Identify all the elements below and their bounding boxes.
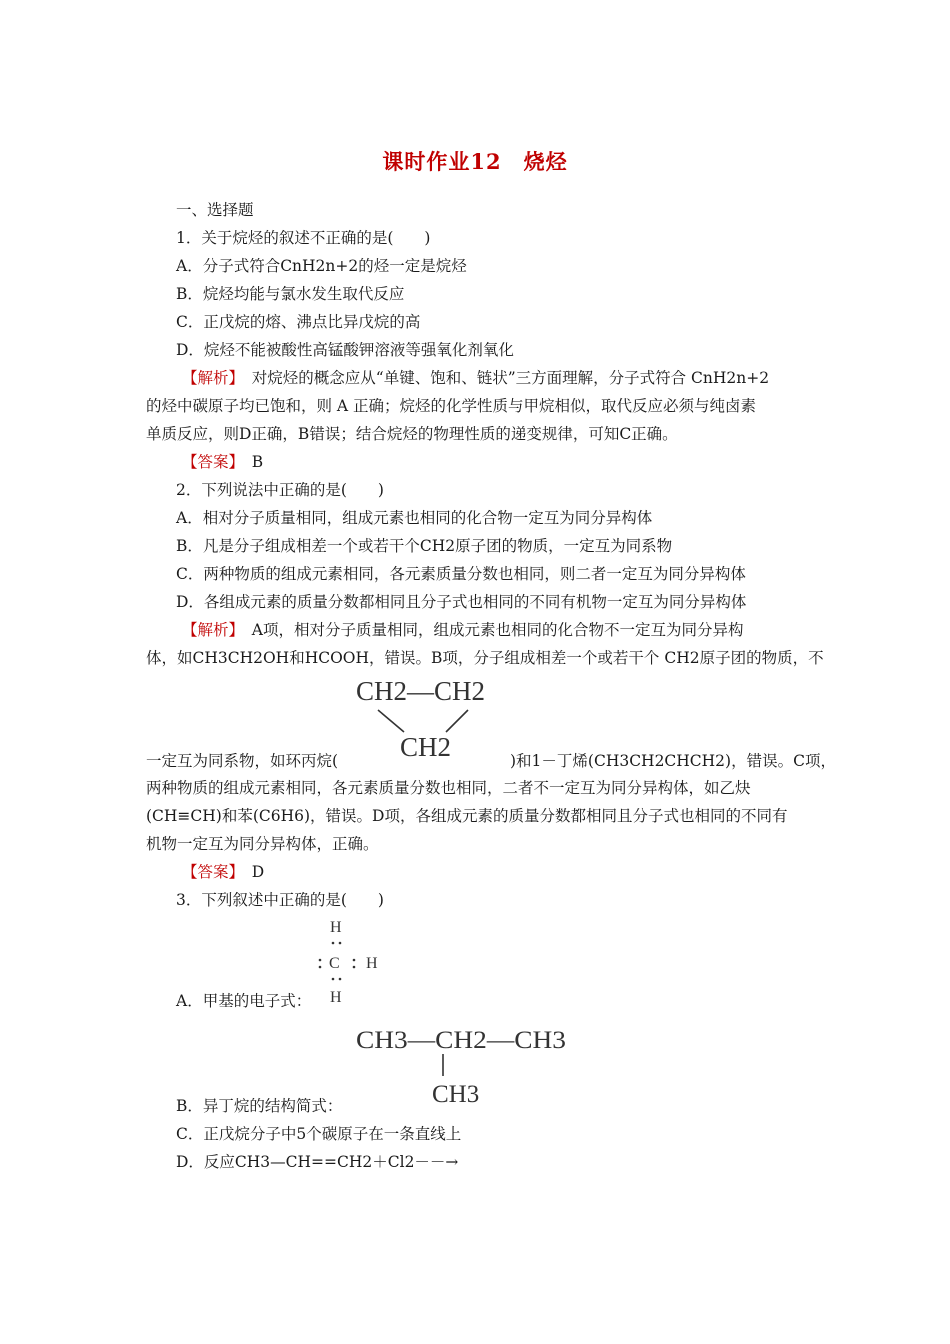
q2-answer-text: D [236, 863, 265, 881]
q2-analysis-tag: 【解析】 [182, 621, 237, 639]
methyl-h-top: H [330, 919, 342, 936]
page-title: 课时作业12 烧烃 [382, 149, 568, 174]
q1-option-b: B．烷烃均能与氯水发生取代反应 [176, 285, 405, 303]
q1-option-c: C．正戊烷的熔、沸点比异戊烷的高 [176, 313, 421, 331]
q2-option-d: D．各组成元素的质量分数都相同且分子式也相同的不同有机物一定互为同分异构体 [176, 593, 747, 611]
section-heading: 一、选择题 [176, 201, 254, 219]
methyl-h-bottom: H [330, 989, 342, 1006]
q2-analysis-text: A项，相对分子质量相同，组成元素也相同的化合物不一定互为同分异构 [236, 621, 744, 639]
q3-option-b: B．异丁烷的结构简式： [176, 1097, 343, 1115]
q3-option-a: A．甲基的电子式： [176, 992, 312, 1010]
q1-analysis-line-3: 单质反应，则D正确，B错误；结合烷烃的物理性质的递变规律，可知C正确。 [146, 425, 678, 443]
q2-analysis-line-3b: )和1－丁烯(CH3CH2CHCH2)，错误。C项， [510, 752, 836, 770]
q2-analysis-line-4: 两种物质的组成元素相同，各元素质量分数也相同，二者不一定互为同分异构体，如乙炔 [146, 779, 751, 797]
q1-analysis-text: 对烷烃的概念应从“单键、饱和、链状”三方面理解，分子式符合 CnH2n+2 [236, 369, 770, 387]
q2-option-a: A．相对分子质量相同，组成元素也相同的化合物一定互为同分异构体 [176, 509, 653, 527]
q1-analysis-line-2: 的烃中碳原子均已饱和，则 A 正确；烷烃的化学性质与甲烷相似，取代反应必须与纯卤素 [146, 397, 757, 415]
q2-analysis-line-5: (CH≡CH)和苯(C6H6)，错误。D项，各组成元素的质量分数都相同且分子式也相同的不同有 [146, 807, 788, 825]
q2-option-c: C．两种物质的组成元素相同，各元素质量分数也相同，则二者一定互为同分异构体 [176, 565, 746, 583]
ring-bottom-text: CH2 [400, 732, 452, 762]
isobutane-branch: CH3 [432, 1081, 480, 1108]
q2-option-b: B．凡是分子组成相差一个或若干个CH2原子团的物质，一定互为同系物 [176, 537, 673, 555]
q2-answer-tag: 【答案】 [182, 863, 237, 881]
q1-option-a: A．分子式符合CnH2n+2的烃一定是烷烃 [176, 257, 467, 275]
q2-analysis-line-6: 机物一定互为同分异构体，正确。 [146, 835, 379, 853]
q1-analysis-tag: 【解析】 [182, 369, 237, 387]
isobutane-structure [352, 1022, 572, 1110]
q2-analysis-line-2: 体，如CH3CH2OH和HCOOH，错误。B项，分子组成相差一个或若干个 CH2原子团的物质，不 [146, 649, 824, 667]
methyl-c: C [329, 955, 340, 972]
q1-answer-text: B [236, 453, 264, 471]
q2-analysis-line-3a: 一定互为同系物，如环丙烷( [146, 752, 339, 770]
methyl-electron-formula [318, 916, 388, 1008]
q2-analysis-line-1 [182, 619, 743, 641]
methyl-h-right: H [366, 955, 378, 972]
q2-stem: 2．下列说法中正确的是( ) [176, 481, 384, 499]
ring-top-text: CH2—CH2 [356, 676, 486, 706]
q1-stem: 1．关于烷烃的叙述不正确的是( ) [176, 229, 431, 247]
q1-analysis-line-1 [182, 367, 769, 389]
q1-option-d: D．烷烃不能被酸性高锰酸钾溶液等强氧化剂氧化 [176, 341, 514, 359]
q1-answer-tag: 【答案】 [182, 453, 237, 471]
q3-option-c: C．正戊烷分子中5个碳原子在一条直线上 [176, 1125, 462, 1143]
q2-answer-line [182, 861, 264, 883]
q3-option-d: D．反应CH3—CH==CH2＋Cl2－－→ [176, 1153, 459, 1171]
cyclopropane-structure [352, 672, 512, 766]
isobutane-main-chain: CH3—CH2—CH3 [356, 1027, 566, 1054]
q3-stem: 3．下列叙述中正确的是( ) [176, 891, 384, 909]
q1-answer-line [182, 451, 263, 473]
